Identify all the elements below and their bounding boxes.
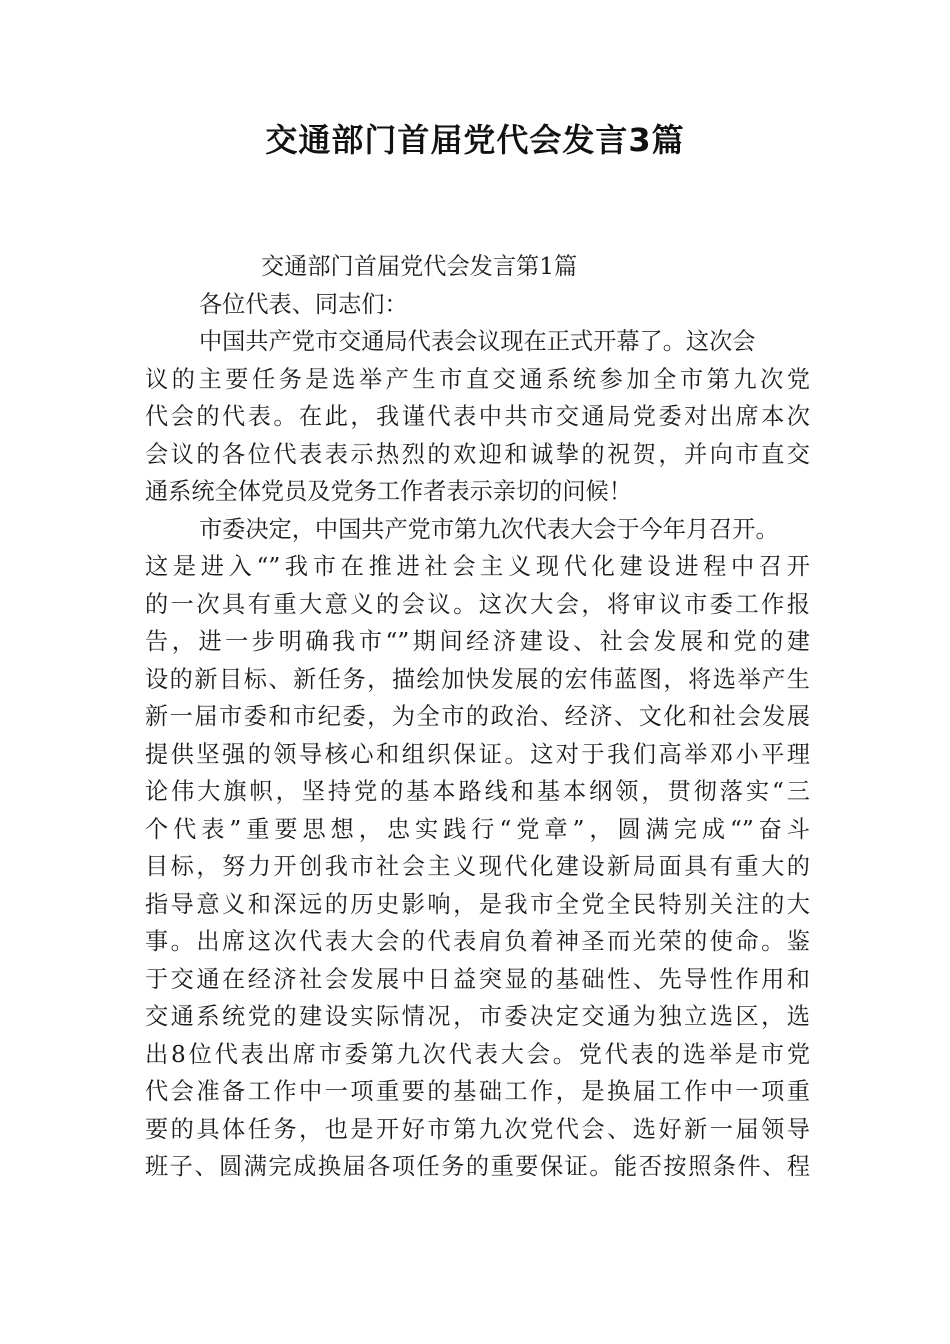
document-title: 交通部门首届党代会发言3篇 (265, 121, 685, 159)
paragraph-line: 代会的代表。在此，我谨代表中共市交通局党委对出席本次 (145, 403, 810, 430)
paragraph-line: 通系统全体党员及党务工作者表示亲切的问候！ (145, 478, 632, 505)
paragraph-line: 交通系统党的建设实际情况，市委决定交通为独立选区，选 (145, 1003, 810, 1030)
paragraph-line: 事。出席这次代表大会的代表肩负着神圣而光荣的使命。鉴 (145, 928, 810, 955)
paragraph-line: 出8位代表出席市委第九次代表大会。党代表的选举是市党 (145, 1040, 810, 1068)
paragraph-2 (145, 511, 810, 1186)
paragraph-line: 议的主要任务是选举产生市直交通系统参加全市第九次党 (145, 365, 810, 393)
paragraph-line: 设的新目标、新任务，描绘加快发展的宏伟蓝图，将选举产生 (145, 665, 810, 693)
document-body (145, 248, 810, 1186)
paragraph-line: 的一次具有重大意义的会议。这次大会，将审议市委工作报 (145, 590, 810, 618)
paragraph-line: 会议的各位代表表示热烈的欢迎和诚挚的祝贺，并向市直交 (145, 440, 810, 468)
paragraph-line: 市委决定，中国共产党市第九次代表大会于今年月召开。 (199, 515, 779, 543)
paragraph-line: 告，进一步明确我市“”期间经济建设、社会发展和党的建 (145, 628, 810, 655)
salutation: 各位代表、同志们： (199, 290, 408, 318)
paragraph-line: 中国共产党市交通局代表会议现在正式开幕了。这次会 (199, 328, 756, 355)
paragraph-line: 新一届市委和市纪委，为全市的政治、经济、文化和社会发展 (145, 703, 810, 730)
paragraph-line: 提供坚强的领导核心和组织保证。这对于我们高举邓小平理 (145, 740, 810, 768)
paragraph-line: 指导意义和深远的历史影响，是我市全党全民特别关注的大 (145, 890, 810, 918)
paragraph-line: 代会准备工作中一项重要的基础工作，是换届工作中一项重 (145, 1078, 810, 1105)
paragraph-line: 个代表”重要思想，忠实践行“党章”，圆满完成“”奋斗 (145, 815, 810, 843)
paragraph-line: 论伟大旗帜，坚持党的基本路线和基本纲领，贯彻落实“三 (145, 778, 810, 805)
paragraph-line: 要的具体任务，也是开好市第九次党代会、选好新一届领导 (145, 1115, 810, 1143)
paragraph-line: 于交通在经济社会发展中日益突显的基础性、先导性作用和 (145, 965, 810, 993)
paragraph-line: 目标，努力开创我市社会主义现代化建设新局面具有重大的 (145, 853, 810, 880)
paragraph-1 (145, 323, 810, 511)
section-subtitle: 交通部门首届党代会发言第1篇 (261, 253, 578, 280)
paragraph-line: 班子、圆满完成换届各项任务的重要保证。能否按照条件、程 (145, 1153, 810, 1180)
paragraph-line: 这是进入“”我市在推进社会主义现代化建设进程中召开 (145, 553, 810, 580)
